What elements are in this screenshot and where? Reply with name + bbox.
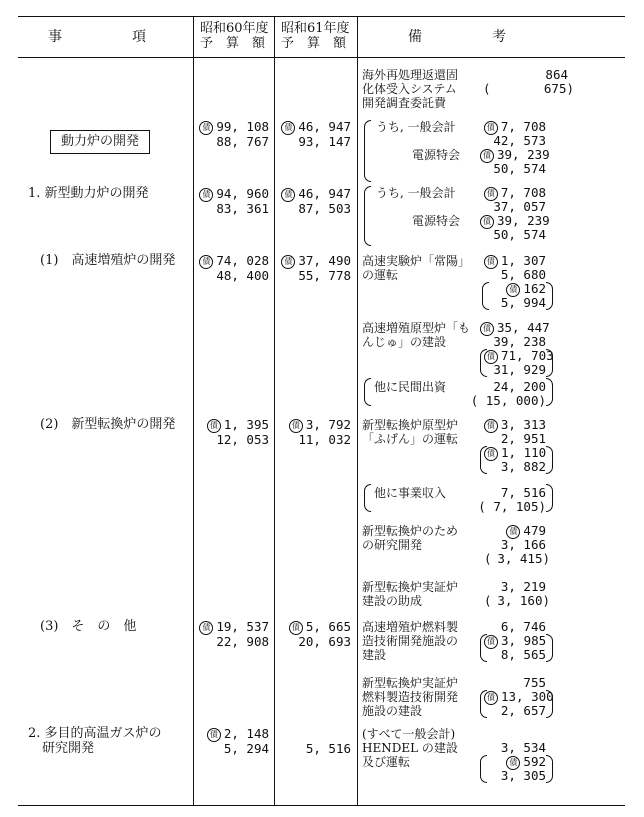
header-item: 事 項 [48,29,146,45]
atr-fuel-line3: 施設の建設 [362,704,423,718]
dounen-note-a: うち, 一般会計 [376,120,456,134]
fugen-v4: 3, 882 [500,459,546,474]
row2-label-line1: 2. 多目的高温ガス炉の [28,726,162,741]
dounen-bracket [364,120,371,182]
row2-c60-1: 債 2, 148 [199,727,269,742]
row1-3-c61-1: 債 5, 665 [279,620,351,635]
fugen-line2: 「ふげん」の運転 [362,432,459,446]
header-fy61-line1: 昭和61年度 [281,21,350,36]
fbr-fuel-v2: 債 3, 985 [484,634,546,649]
marker-icon: 債 [506,756,520,770]
row1-note-a2: 37, 057 [493,199,546,214]
minkan-v1: 24, 200 [493,379,546,394]
dounen-note-b2: 50, 574 [493,161,546,176]
row1-2-c61-1: 債 3, 792 [279,418,351,433]
row1-2-c61-2: 11, 032 [298,432,351,447]
row1-note-a: うち, 一般会計 [376,186,456,200]
row1-1-c60-1: 債 74, 028 [199,254,269,269]
col-divider-2 [274,16,275,806]
atr-fuel-v2: 債 13, 300 [484,690,546,705]
atr-fuel-line2: 燃料製造技術開発 [362,690,459,704]
jissho-v1: 3, 219 [500,579,546,594]
minkan-bracket-open [364,378,371,406]
row1-c60-1: 債 94, 960 [199,187,269,202]
marker-icon: 債 [484,350,498,364]
hendel-line2: HENDEL の建設 [362,741,458,755]
marker-icon: 債 [199,255,213,269]
marker-icon: 債 [199,188,213,202]
fugen-v3: 債 1, 110 [484,446,546,461]
row2-c61-2: 5, 516 [305,741,351,756]
marker-icon: 債 [480,149,494,163]
minkan-label: 他に民間出資 [374,380,447,394]
monju-line2: んじゅ」の建設 [362,335,447,349]
marker-icon: 債 [480,215,494,229]
monju-v1: 債 35, 447 [480,321,546,336]
top-note-v2: 675) [543,81,574,96]
bottom-rule [18,805,625,806]
marker-icon: 債 [199,621,213,635]
marker-icon: 債 [289,419,303,433]
jissho-paren: ( [484,593,492,608]
dounen-c61-1: 債 46, 947 [279,120,351,135]
col-divider-3 [357,16,358,806]
row1-c61-1: 債 46, 947 [279,187,351,202]
marker-icon: 債 [506,283,520,297]
jissho-v2: 3, 160) [497,593,550,608]
row1-1-c61-1: 債 37, 490 [279,254,351,269]
row1-note-b2: 50, 574 [493,227,546,242]
jigyo-bracket-open [364,484,371,512]
jissho-line1: 新型転換炉実証炉 [362,580,459,594]
jigyo-v1: 7, 516 [500,485,546,500]
top-note-line1: 海外再処理返還固 [362,68,459,82]
dounen-note-b: 電源特会 [412,148,461,162]
atr-fuel-line1: 新型転換炉実証炉 [362,676,459,690]
top-note-line2: 化体受入システム [362,82,457,96]
joyo-v1: 債 1, 307 [480,254,546,269]
marker-icon: 債 [484,255,498,269]
marker-icon: 債 [281,188,295,202]
atr-v2: 3, 166 [500,537,546,552]
fugen-line1: 新型転換炉原型炉 [362,418,459,432]
joyo-v4: 5, 994 [500,295,546,310]
top-note-line3: 開発調査委託費 [362,96,447,110]
joyo-v2: 5, 680 [500,267,546,282]
joyo-v3: 債 162 [486,282,546,297]
marker-icon: 債 [199,121,213,135]
top-note-v1: 864 [545,67,568,82]
fbr-fuel-v1: 6, 746 [500,619,546,634]
atr-line2: の研究開発 [362,538,423,552]
fbr-fuel-line1: 高速増殖炉燃料製 [362,620,459,634]
atr-fuel-v1: 755 [523,675,546,690]
header-remarks: 備 考 [408,29,506,45]
row1-3-c60-1: 債 19, 537 [199,620,269,635]
hendel-v2: 債 592 [484,755,546,770]
row1-note-b: 電源特会 [412,214,461,228]
dounen-c60-1: 債 99, 108 [199,120,269,135]
minkan-v2: ( 15, 000) [470,393,546,408]
row1-note-b1: 債 39, 239 [480,214,546,229]
dounen-c60-2: 88, 767 [216,134,269,149]
joyo-bracket-close [546,282,553,310]
fbr-fuel-v3: 8, 565 [500,647,546,662]
header-fy61-line2: 予 算 額 [281,36,347,51]
row1-3-c61-2: 20, 693 [298,634,351,649]
dounen-note-b1: 債 39, 239 [480,148,546,163]
marker-icon: 債 [484,187,498,201]
atr-paren: ( [484,551,492,566]
monju-v2: 39, 238 [493,334,546,349]
section-title-box: 動力炉の開発 [50,130,150,154]
fbr-fuel-line2: 造技術開発施設の [362,634,459,648]
dounen-c61-2: 93, 147 [298,134,351,149]
atr-fuel-v3: 2, 657 [500,703,546,718]
row1-2-c60-2: 12, 053 [216,432,269,447]
atr-line1: 新型転換炉のため [362,524,459,538]
row1-note-a1: 債 7, 708 [480,186,546,201]
atr-v1: 債 479 [480,524,546,539]
row2-c60-2: 5, 294 [223,741,269,756]
marker-icon: 債 [281,121,295,135]
row1-2-label: (2) 新型転換炉の開発 [40,417,176,432]
hendel-v1: 3, 534 [500,740,546,755]
hendel-v3: 3, 305 [500,768,546,783]
jigyo-label: 他に事業収入 [374,486,447,500]
hendel-line1: (すべて一般会計) [362,727,456,741]
marker-icon: 債 [207,419,221,433]
top-rule [18,16,625,17]
row1-1-c61-2: 55, 778 [298,268,351,283]
jigyo-v2: ( 7, 105) [478,499,546,514]
row1-1-label: (1) 高速増殖炉の開発 [40,253,176,268]
fbr-fuel-bracket-close [546,634,553,662]
marker-icon: 債 [480,322,494,336]
row1-3-label: (3) そ の 他 [40,619,137,634]
marker-icon: 債 [484,635,498,649]
marker-icon: 債 [484,419,498,433]
jigyo-bracket-close [546,484,553,512]
atr-v3: 3, 415) [497,551,550,566]
row1-1-c60-2: 48, 400 [216,268,269,283]
hendel-line3: 及び運転 [362,755,411,769]
dounen-note-a2: 42, 573 [493,133,546,148]
marker-icon: 債 [484,121,498,135]
dounen-note-a1: 債 7, 708 [480,120,546,135]
marker-icon: 債 [207,728,221,742]
marker-icon: 債 [289,621,303,635]
monju-line1: 高速増殖原型炉「も [362,321,471,335]
fbr-fuel-line3: 建設 [362,648,387,662]
row1-3-c60-2: 22, 908 [216,634,269,649]
minkan-bracket-close [546,378,553,406]
row1-bracket [364,186,371,246]
row1-c61-2: 87, 503 [298,201,351,216]
joyo-line1: 高速実験炉「常陽」 [362,254,471,268]
joyo-line2: の運転 [362,268,399,282]
header-fy60-line2: 予 算 額 [200,36,266,51]
marker-icon: 債 [484,691,498,705]
hendel-bracket-close [546,755,553,783]
marker-icon: 債 [506,525,520,539]
marker-icon: 債 [281,255,295,269]
fugen-v1: 債 3, 313 [480,418,546,433]
fugen-bracket-close [546,446,553,474]
top-note-paren: ( [483,81,491,96]
col-divider-1 [193,16,194,806]
row1-c60-2: 83, 361 [216,201,269,216]
marker-icon: 債 [484,447,498,461]
monju-v4: 31, 929 [493,362,546,377]
row1-label: 1. 新型動力炉の開発 [28,186,149,201]
row2-label-line2: 研究開発 [42,741,95,756]
row1-2-c60-1: 債 1, 395 [199,418,269,433]
monju-v3: 債 71, 703 [484,349,546,364]
fugen-v2: 2, 951 [500,431,546,446]
header-fy60-line1: 昭和60年度 [200,21,269,36]
header-rule [18,57,625,58]
jissho-line2: 建設の助成 [362,594,423,608]
